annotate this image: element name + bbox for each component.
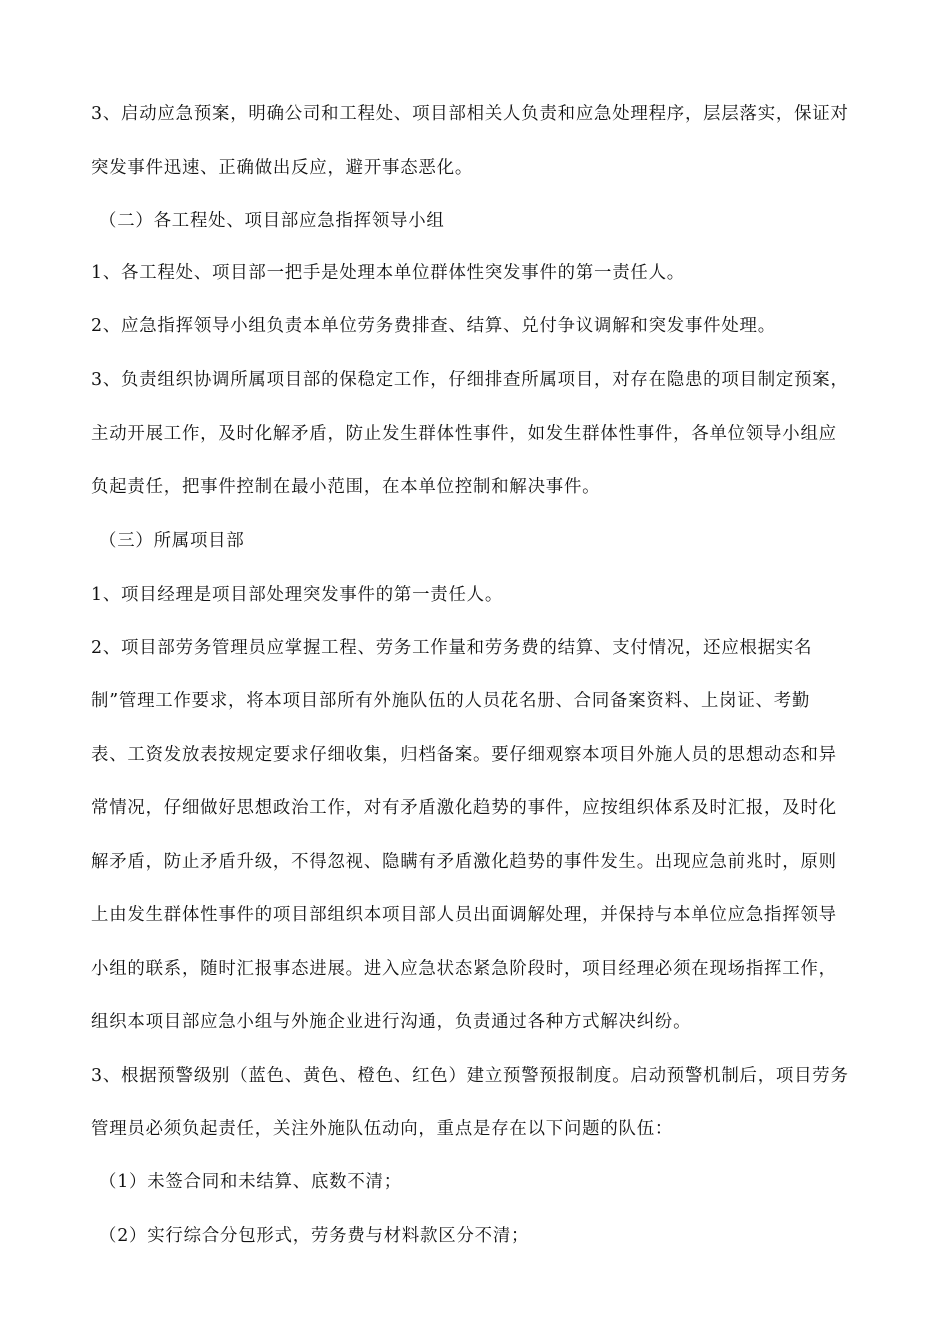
paragraph-line: 1、各工程处、项目部一把手是处理本单位群体性突发事件的第一责任人。 <box>91 263 685 283</box>
paragraph-line: 表、工资发放表按规定要求仔细收集，归档备案。要仔细观察本项目外施人员的思想动态和异 <box>91 745 837 765</box>
paragraph-line: 2、项目部劳务管理员应掌握工程、劳务工作量和劳务费的结算、支付情况，还应根据实名 <box>91 638 813 658</box>
section-heading: （二）各工程处、项目部应急指挥领导小组 <box>99 211 445 231</box>
paragraph-line: 3、负责组织协调所属项目部的保稳定工作，仔细排查所属项目，对存在隐患的项目制定预案， <box>91 370 849 390</box>
paragraph-line: 小组的联系，随时汇报事态进展。进入应急状态紧急阶段时，项目经理必须在现场指挥工作， <box>91 959 837 979</box>
paragraph-line: 3、根据预警级别（蓝色、黄色、橙色、红色）建立预警预报制度。启动预警机制后，项目劳务 <box>91 1066 849 1086</box>
list-item: （1）未签合同和未结算、底数不清； <box>99 1172 402 1192</box>
paragraph-line: 1、项目经理是项目部处理突发事件的第一责任人。 <box>91 585 504 605</box>
list-item: （2）实行综合分包形式，劳务费与材料款区分不清； <box>99 1226 530 1246</box>
section-heading: （三）所属项目部 <box>99 531 245 551</box>
paragraph-line: 组织本项目部应急小组与外施企业进行沟通，负责通过各种方式解决纠纷。 <box>91 1012 692 1032</box>
paragraph-line: 主动开展工作，及时化解矛盾，防止发生群体性事件，如发生群体性事件，各单位领导小组应 <box>91 424 837 444</box>
paragraph-line: 3、启动应急预案，明确公司和工程处、项目部相关人负责和应急处理程序，层层落实，保证对 <box>91 104 849 124</box>
paragraph-line: 管理员必须负起责任，关注外施队伍动向，重点是存在以下问题的队伍： <box>91 1119 674 1139</box>
paragraph-line: 制”管理工作要求，将本项目部所有外施队伍的人员花名册、合同备案资料、上岗证、考勤 <box>91 691 811 711</box>
paragraph-line: 常情况，仔细做好思想政治工作，对有矛盾激化趋势的事件，应按组织体系及时汇报，及时化 <box>91 798 837 818</box>
paragraph-line: 2、应急指挥领导小组负责本单位劳务费排查、结算、兑付争议调解和突发事件处理。 <box>91 316 776 336</box>
paragraph-line: 负起责任，把事件控制在最小范围，在本单位控制和解决事件。 <box>91 477 601 497</box>
paragraph-line: 突发事件迅速、正确做出反应，避开事态恶化。 <box>91 158 474 178</box>
paragraph-line: 解矛盾，防止矛盾升级，不得忽视、隐瞒有矛盾激化趋势的事件发生。出现应急前兆时，原则 <box>91 852 837 872</box>
paragraph-line: 上由发生群体性事件的项目部组织本项目部人员出面调解处理，并保持与本单位应急指挥领导 <box>91 905 837 925</box>
